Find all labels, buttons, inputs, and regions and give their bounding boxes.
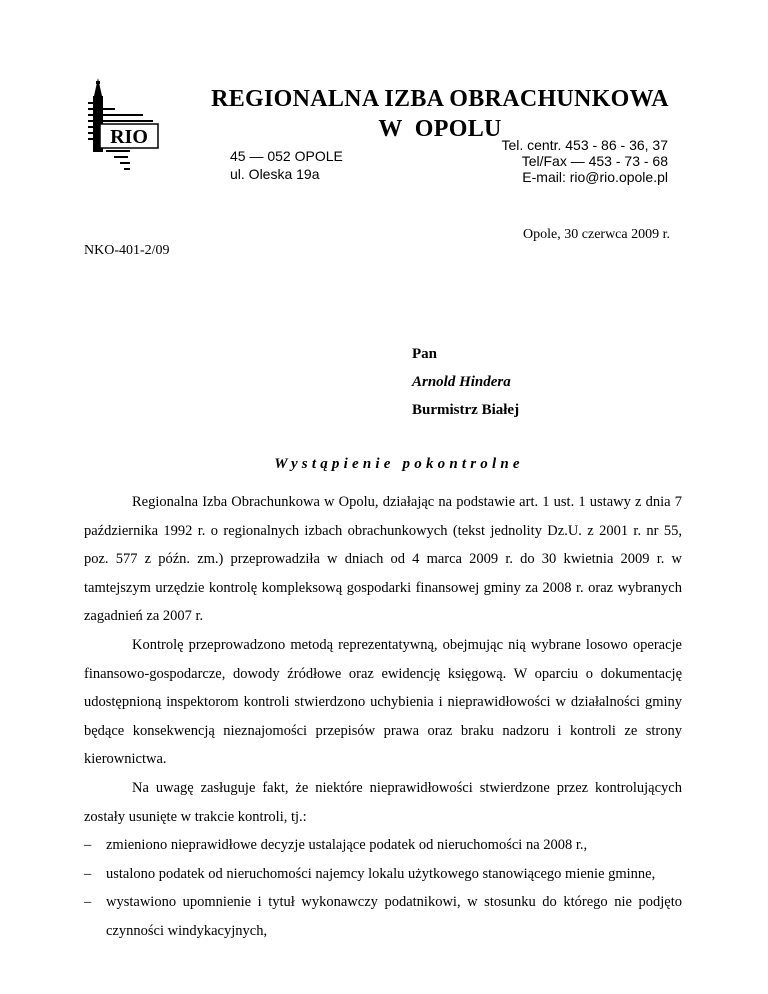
addressee-block <box>412 340 519 424</box>
rio-logo <box>84 78 164 178</box>
list-marker: – <box>84 894 92 911</box>
letter-body <box>84 488 682 946</box>
list-item <box>84 888 682 945</box>
corrections-list <box>84 831 682 945</box>
list-marker: – <box>84 865 92 882</box>
list-item <box>84 831 682 860</box>
fax-number: Tel/Fax — 453 - 73 - 68 <box>521 153 668 169</box>
list-item-text: ustalono podatek od nieruchomości najemcy lokalu użytkowego stanowiącego mienie gminne, <box>106 865 656 882</box>
svg-text:RIO: RIO <box>110 126 148 148</box>
list-item-text: zmieniono nieprawidłowe decyzje ustalające podatek od nieruchomości na 2008 r., <box>106 837 588 854</box>
postal-address <box>230 147 343 183</box>
paragraph: Kontrolę przeprowadzono metodą reprezentatywną, obejmując nią wybrane losowo operacje finansowo-gospodarcze, dowody źródłowe oraz ewidencję księgową. W oparciu o dokumentację udostępnioną inspektorom kontroli stwierdzono uchybienia i nieprawidłowości w działalności gminy będące konsekwencją nieznajomości przepisów prawa oraz braku nadzoru i kontroli ze strony kierownictwa. <box>84 636 682 768</box>
organization-title <box>190 84 690 144</box>
contact-info <box>501 137 668 185</box>
email-address: E-mail: rio@rio.opole.pl <box>522 169 668 185</box>
letter-date: Opole, 30 czerwca 2009 r. <box>523 227 670 242</box>
reference-number: NKO-401-2/09 <box>84 243 170 258</box>
list-marker: – <box>84 837 92 854</box>
phone-number: Tel. centr. 453 - 86 - 36, 37 <box>501 137 668 153</box>
list-item <box>84 860 682 889</box>
addressee-position: Burmistrz Białej <box>412 402 520 418</box>
list-item-text: wystawiono upomnienie i tytuł wykonawczy podatnikowi, w stosunku do którego nie podjęto czynności windykacyjnych, <box>106 894 682 939</box>
paragraph: Regionalna Izba Obrachunkowa w Opolu, działając na podstawie art. 1 ust. 1 ustawy z dnia 7 października 1992 r. o regionalnych izbach obrachunkowych (tekst jednolity Dz.U. z 2001 r. nr 55, poz. 577 z późn. zm.) przeprowadziła w dniach od 4 marca 2009 r. do 30 kwietnia 2009 r. w tamtejszym urzędzie kontrolę kompleksową gospodarki finansowej gminy za 2008 r. oraz wybranych zagadnień za 2007 r. <box>84 494 682 625</box>
paragraph: Na uwagę zasługuje fakt, że niektóre nieprawidłowości stwierdzone przez kontrolujących zostały usunięte w trakcie kontroli, tj.: <box>84 779 682 825</box>
addressee-salutation: Pan <box>412 346 438 362</box>
document-subject: Wystąpienie pokontrolne <box>274 456 524 472</box>
address-postcode: 45 — 052 OPOLE <box>230 148 343 164</box>
address-street: ul. Oleska 19a <box>230 166 320 182</box>
organization-name: REGIONALNA IZBA OBRACHUNKOWA <box>211 86 669 112</box>
addressee-name: Arnold Hindera <box>412 374 511 390</box>
organization-city: W OPOLU <box>378 116 502 142</box>
